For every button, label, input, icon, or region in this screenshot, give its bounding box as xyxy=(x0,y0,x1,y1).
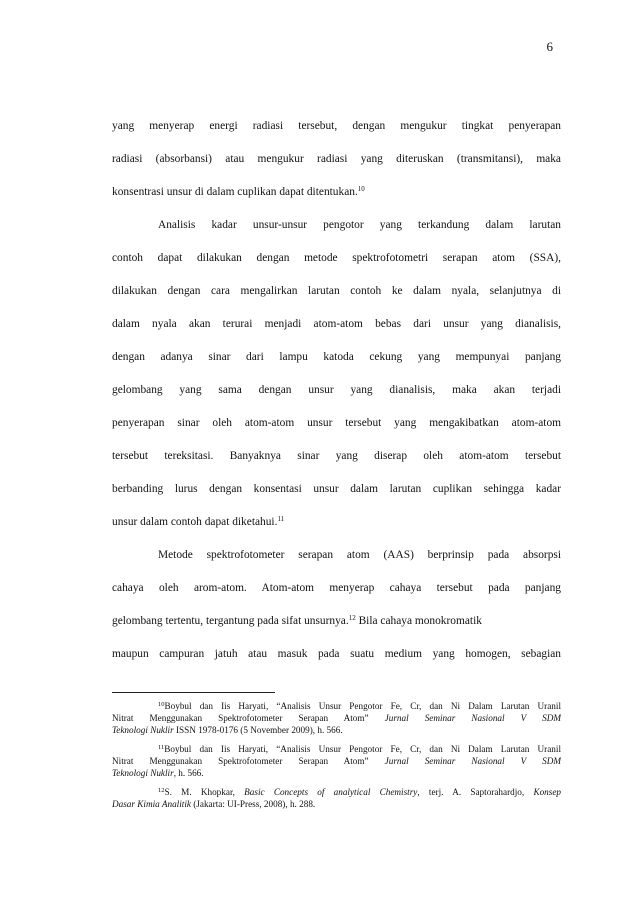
footnote-text: Boybul dan Iis Haryati, “Analisis Unsur Pengotor Fe, Cr, dan Ni Dalam Larutan Uranil xyxy=(164,701,561,711)
footnote-ref: 12 xyxy=(348,614,356,622)
text-line: Analisis kadar unsur-unsur pengotor yang terkandung dalam larutan xyxy=(158,219,561,231)
footnote-italic: Dasar Kimia Analitik xyxy=(112,799,191,809)
footnote-number: 12 xyxy=(158,787,165,794)
footnote-text: Nitrat Menggunakan Spektrofotometer Serapan Atom” xyxy=(112,756,369,766)
footnote-line xyxy=(112,755,561,767)
text-line xyxy=(112,613,561,646)
footnotes xyxy=(112,700,561,817)
text-line: cahaya oleh arom-atom. Atom-atom menyerap cahaya tersebut pada panjang xyxy=(112,582,561,594)
footnote-italic: Teknologi Nuklir xyxy=(112,768,174,778)
text-run: gelombang tertentu, tergantung pada sifat unsurnya. xyxy=(112,615,349,627)
text-run: Bila cahaya monokromatik xyxy=(355,615,482,627)
footnote-12 xyxy=(112,786,561,810)
text-line: berbanding lurus dengan konsentasi unsur dalam larutan cuplikan sehingga kadar xyxy=(112,483,561,495)
footnote-10 xyxy=(112,700,561,736)
text-line: gelombang yang sama dengan unsur yang dianalisis, maka akan terjadi xyxy=(112,384,561,396)
footnote-italic: Jurnal Seminar Nasional V SDM xyxy=(368,756,561,766)
text-line: dalam nyala akan terurai menjadi atom-atom bebas dari unsur yang dianalisis, xyxy=(112,318,561,330)
text-line: contoh dapat dilakukan dengan metode spektrofotometri serapan atom (SSA), xyxy=(112,252,561,264)
footnote-separator xyxy=(112,692,275,693)
text-line xyxy=(112,514,561,547)
footnote-italic: Konsep xyxy=(533,787,561,797)
footnote-number: 10 xyxy=(158,701,165,708)
text-line: tersebut tereksitasi. Banyaknya sinar yang diserap oleh atom-atom tersebut xyxy=(112,450,561,462)
footnote-text: , h. 566. xyxy=(173,768,204,778)
text-line: dengan adanya sinar dari lampu katoda cekung yang mempunyai panjang xyxy=(112,351,561,363)
footnote-line xyxy=(112,724,561,736)
text-run: konsentrasi unsur di dalam cuplikan dapat ditentukan. xyxy=(112,186,358,198)
body-text xyxy=(112,118,561,679)
text-line xyxy=(112,184,561,217)
footnote-line xyxy=(112,786,561,798)
footnote-ref: 10 xyxy=(357,185,365,193)
footnote-italic: Teknologi Nuklir xyxy=(112,725,174,735)
footnote-line xyxy=(112,798,561,810)
text-line: maupun campuran jatuh atau masuk pada suatu medium yang homogen, sebagian xyxy=(112,648,561,660)
footnote-line xyxy=(112,767,561,779)
footnote-text: Nitrat Menggunakan Spektrofotometer Serapan Atom” xyxy=(112,713,369,723)
footnote-line xyxy=(112,743,561,755)
text-line: yang menyerap energi radiasi tersebut, dengan mengukur tingkat penyerapan xyxy=(112,120,561,132)
text-run: unsur dalam contoh dapat diketahui. xyxy=(112,516,278,528)
footnote-text: ISSN 1978-0176 (5 November 2009), h. 566. xyxy=(173,725,343,735)
text-line: Metode spektrofotometer serapan atom (AAS) berprinsip pada absorpsi xyxy=(158,549,561,561)
text-line: penyerapan sinar oleh atom-atom unsur tersebut yang mengakibatkan atom-atom xyxy=(112,417,561,429)
footnote-ref: 11 xyxy=(277,515,285,523)
text-line: dilakukan dengan cara mengalirkan larutan contoh ke dalam nyala, selanjutnya di xyxy=(112,285,561,297)
footnote-text: , terj. A. Saptorahardjo, xyxy=(417,787,534,797)
page-number: 6 xyxy=(546,39,553,54)
footnote-italic: Basic Concepts of analytical Chemistry xyxy=(244,787,418,797)
footnote-line xyxy=(112,712,561,724)
footnote-text: S. M. Khopkar, xyxy=(164,787,245,797)
footnote-italic: Jurnal Seminar Nasional V SDM xyxy=(368,713,561,723)
footnote-text: (Jakarta: UI-Press, 2008), h. 288. xyxy=(190,799,316,809)
footnote-number: 11 xyxy=(158,744,165,751)
footnote-line xyxy=(112,700,561,712)
footnote-11 xyxy=(112,743,561,779)
text-line: radiasi (absorbansi) atau mengukur radiasi yang diteruskan (transmitansi), maka xyxy=(112,153,561,165)
footnote-text: Boybul dan Iis Haryati, “Analisis Unsur Pengotor Fe, Cr, dan Ni Dalam Larutan Uranil xyxy=(164,744,561,754)
